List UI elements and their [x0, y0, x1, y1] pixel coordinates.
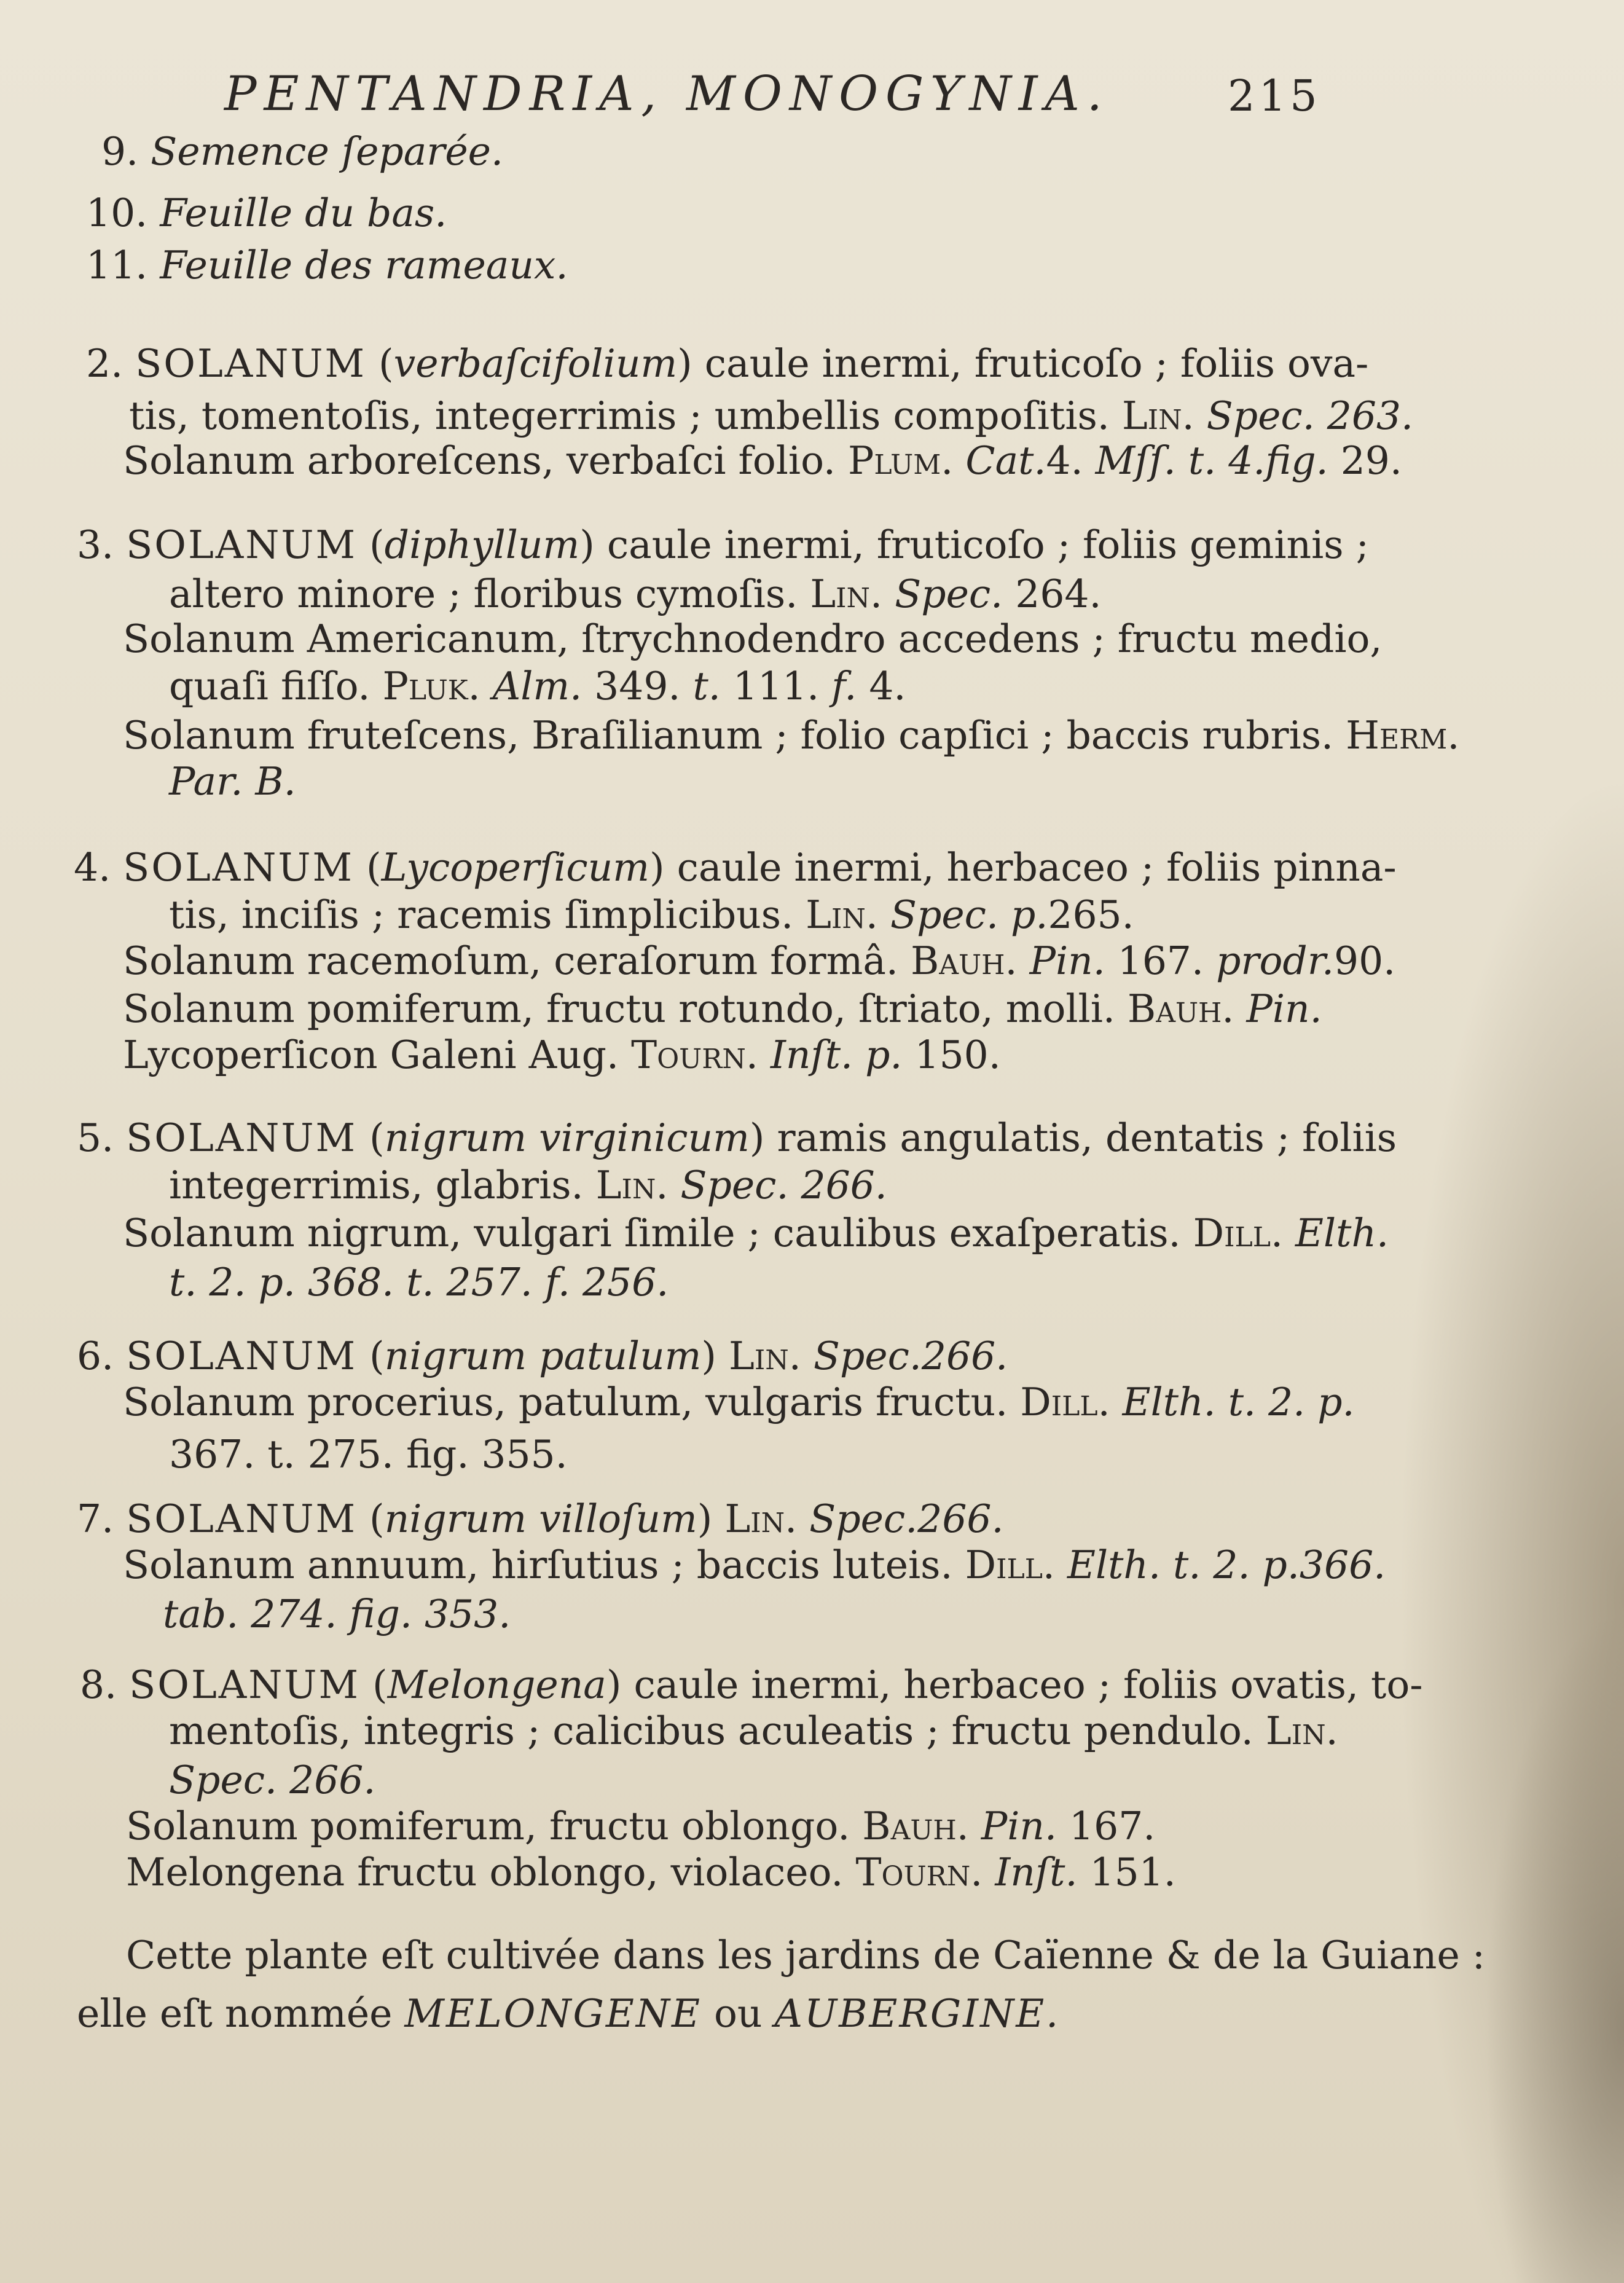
entry-6-line-1: 6. SOLANUM (nigrum patulum) Lin. Spec.266.	[77, 1334, 1008, 1378]
entry-4-line-3: Solanum racemoſum, ceraſorum formâ. Bauh. Pin. 167. prodr.90.	[123, 938, 1396, 983]
entry-3-line-6: Par. B.	[169, 759, 296, 804]
entry-5-line-1: 5. SOLANUM (nigrum virginicum) ramis angulatis, dentatis ; foliis	[77, 1115, 1397, 1160]
entry-2-line-3: Solanum arboreſcens, verbaſci folio. Plum. Cat.4. Mſſ. t. 4.fig. 29.	[123, 438, 1402, 483]
entry-8-line-1: 8. SOLANUM (Melongena) caule inermi, herbaceo ; foliis ovatis, to-	[80, 1662, 1423, 1707]
entry-7-line-3: tab. 274. fig. 353.	[163, 1592, 511, 1637]
entry-5-line-3: Solanum nigrum, vulgari ſimile ; caulibus exaſperatis. Dill. Elth.	[123, 1211, 1389, 1255]
entry-7-line-1: 7. SOLANUM (nigrum villoſum) Lin. Spec.266.	[77, 1496, 1004, 1541]
entry-4-line-5: Lycoperſicon Galeni Aug. Tourn. Inſt. p. 150.	[123, 1032, 1001, 1077]
entry-8-line-4: Solanum pomiferum, fructu oblongo. Bauh. Pin. 167.	[126, 1804, 1156, 1849]
entry-4-line-4: Solanum pomiferum, fructu rotundo, ſtriato, molli. Bauh. Pin.	[123, 986, 1322, 1031]
note-line-1: Cette plante eſt cultivée dans les jardins de Caïenne & de la Guiane :	[126, 1933, 1485, 1978]
entry-3-line-5: Solanum fruteſcens, Braſilianum ; folio capſici ; baccis rubris. Herm.	[123, 713, 1460, 758]
legend-item: 10. Feuille du bas.	[86, 191, 447, 235]
entry-6-line-2: Solanum procerius, patulum, vulgaris fructu. Dill. Elth. t. 2. p.	[123, 1380, 1355, 1424]
entry-8-line-3: Spec. 266.	[169, 1758, 376, 1802]
entry-3-line-2: altero minore ; floribus cymoſis. Lin. Spec. 264.	[169, 572, 1102, 616]
legend-item: 11. Feuille des rameaux.	[86, 243, 568, 288]
entry-4-line-1: 4. SOLANUM (Lycoperſicum) caule inermi, herbaceo ; foliis pinna-	[74, 845, 1397, 890]
note-line-2: elle eſt nommée MELONGENE ou AUBERGINE.	[77, 1991, 1061, 2036]
entry-3-line-4: quaſi fiſſo. Pluk. Alm. 349. t. 111. f. 4.	[169, 664, 906, 709]
entry-3-line-1: 3. SOLANUM (diphyllum) caule inermi, fruticoſo ; foliis geminis ;	[77, 522, 1369, 567]
entry-8-line-5: Melongena fructu oblongo, violaceo. Tourn. Inſt. 151.	[126, 1850, 1176, 1895]
entry-8-line-2: mentoſis, integris ; calicibus aculeatis ; fructu pendulo. Lin.	[169, 1708, 1338, 1753]
entry-5-line-4: t. 2. p. 368. t. 257. f. 256.	[169, 1260, 669, 1305]
entry-5-line-2: integerrimis, glabris. Lin. Spec. 266.	[169, 1163, 887, 1208]
entry-7-line-2: Solanum annuum, hirſutius ; baccis luteis. Dill. Elth. t. 2. p.366.	[123, 1542, 1386, 1587]
page-header: PENTANDRIA, MONOGYNIA.	[224, 66, 1110, 122]
entry-4-line-2: tis, inciſis ; racemis ſimplicibus. Lin. Spec. p.265.	[169, 892, 1134, 937]
entry-3-line-3: Solanum Americanum, ſtrychnodendro accedens ; fructu medio,	[123, 616, 1383, 661]
entry-6-line-3: 367. t. 275. fig. 355.	[169, 1432, 568, 1477]
legend-item: 9. Semence ſeparée.	[101, 129, 503, 174]
page-number: 215	[1228, 71, 1321, 121]
entry-2-line-1: 2. SOLANUM (verbaſcifolium) caule inermi, fruticoſo ; foliis ova-	[86, 341, 1369, 386]
entry-2-line-2: tis, tomentoſis, integerrimis ; umbellis compoſitis. Lin. Spec. 263.	[129, 393, 1414, 438]
